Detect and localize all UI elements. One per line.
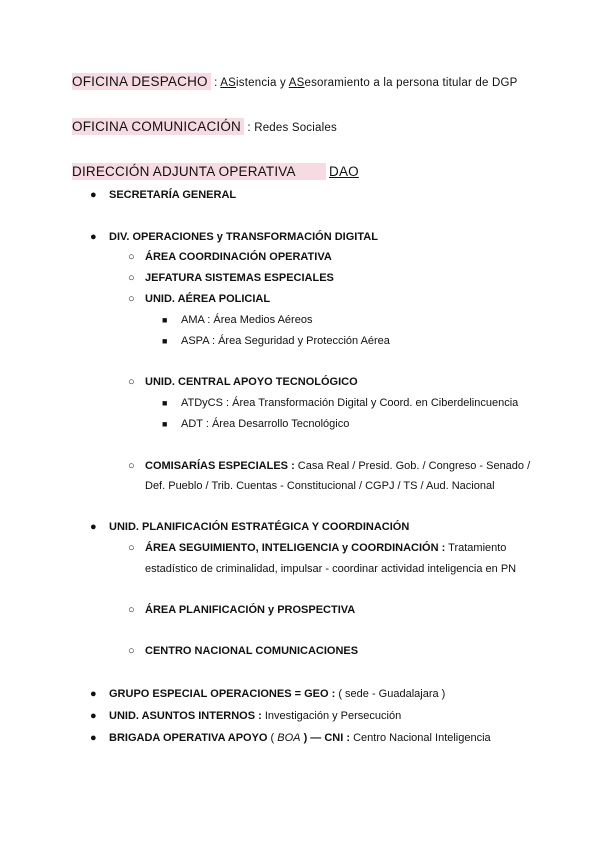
heading-sep: :	[210, 77, 221, 89]
list-item-unid-planificacion: UNID. PLANIFICACIÓN ESTRATÉGICA Y COORDINACIÓN	[109, 521, 410, 533]
brigada-paren-close: ) —	[300, 732, 325, 744]
brigada-label: BRIGADA OPERATIVA APOYO	[109, 732, 268, 744]
cni-label: CNI :	[324, 732, 351, 744]
list-item-aspa: ASPA : Área Seguridad y Protección Aérea	[181, 335, 390, 347]
list-item-ama: AMA : Área Medios Aéreos	[181, 314, 313, 326]
bullet-icon: ■	[162, 336, 168, 346]
list-item-centro-nacional: CENTRO NACIONAL COMUNICACIONES	[145, 645, 359, 657]
bullet-icon: ○	[128, 460, 135, 472]
heading-label: DIRECCIÓN ADJUNTA OPERATIVA	[72, 163, 326, 180]
brigada-abbr: BOA	[277, 732, 301, 744]
heading-label: OFICINA COMUNICACIÓN	[72, 118, 244, 135]
list-item-unid-central: UNID. CENTRAL APOYO TECNOLÓGICO	[145, 376, 358, 388]
bullet-icon: ●	[90, 710, 97, 722]
bullet-icon: ○	[128, 542, 135, 554]
bullet-icon: ○	[128, 604, 135, 616]
heading-direccion-adjunta	[72, 164, 326, 179]
bullet-icon: ●	[90, 732, 97, 744]
list-item-area-coordinacion: ÁREA COORDINACIÓN OPERATIVA	[145, 251, 332, 263]
area-seguimiento-label: ÁREA SEGUIMIENTO, INTELIGENCIA y COORDINACIÓN :	[145, 542, 446, 554]
asuntos-label: UNID. ASUNTOS INTERNOS :	[109, 710, 262, 722]
list-item-atdycs: ATDyCS : Área Transformación Digital y Coord. en Ciberdelincuencia	[181, 397, 519, 409]
list-item-jefatura: JEFATURA SISTEMAS ESPECIALES	[145, 272, 334, 284]
list-item-comisarias	[145, 459, 530, 473]
area-seguimiento-line1: Tratamiento	[445, 542, 507, 554]
heading-abbr-dao: DAO	[329, 164, 359, 179]
bullet-icon: ○	[128, 272, 135, 284]
list-item-geo	[109, 687, 445, 701]
geo-desc: ( sede - Guadalajara )	[335, 688, 446, 700]
list-item-asuntos-internos	[109, 709, 401, 723]
heading-desc: : Redes Sociales	[244, 122, 337, 134]
bullet-icon: ■	[162, 315, 168, 325]
bullet-icon: ●	[90, 688, 97, 700]
asuntos-desc: Investigación y Persecución	[261, 710, 402, 722]
underlined-as: AS	[220, 77, 237, 89]
heading-label: OFICINA DESPACHO	[72, 73, 211, 90]
heading-oficina-comunicacion	[72, 119, 337, 134]
bullet-icon: ○	[128, 376, 135, 388]
bullet-icon: ○	[128, 293, 135, 305]
cni-desc: Centro Nacional Inteligencia	[350, 732, 491, 744]
heading-desc: esoramiento a la persona titular de DGP	[304, 77, 518, 89]
bullet-icon: ○	[128, 645, 135, 657]
list-item-unid-aerea: UNID. AÉREA POLICIAL	[145, 293, 271, 305]
area-seguimiento-line2: estadístico de criminalidad, impulsar - coordinar actividad inteligencia en PN	[145, 563, 517, 575]
heading-oficina-despacho	[72, 74, 518, 89]
list-item-area-seguimiento	[145, 541, 506, 555]
geo-label: GRUPO ESPECIAL OPERACIONES = GEO :	[109, 688, 336, 700]
heading-desc: istencia y	[236, 77, 289, 89]
list-item-div-operaciones: DIV. OPERACIONES y TRANSFORMACIÓN DIGITAL	[109, 231, 378, 243]
bullet-icon: ●	[90, 189, 97, 201]
underlined-as: AS	[288, 77, 305, 89]
brigada-paren-open: (	[267, 732, 278, 744]
bullet-icon: ○	[128, 251, 135, 263]
list-item-area-planificacion: ÁREA PLANIFICACIÓN y PROSPECTIVA	[145, 604, 356, 616]
bullet-icon: ■	[162, 398, 168, 408]
comisarias-line2: Def. Pueblo / Trib. Cuentas - Constitucional / CGPJ / TS / Aud. Nacional	[145, 480, 495, 492]
list-item-brigada	[109, 731, 491, 745]
comisarias-label: COMISARÍAS ESPECIALES :	[145, 460, 295, 472]
list-item-secretaria: SECRETARÍA GENERAL	[109, 189, 237, 201]
bullet-icon: ■	[162, 419, 168, 429]
bullet-icon: ●	[90, 231, 97, 243]
bullet-icon: ●	[90, 521, 97, 533]
list-item-adt: ADT : Área Desarrollo Tecnológico	[181, 418, 350, 430]
comisarias-line1: Casa Real / Presid. Gob. / Congreso - Senado /	[294, 460, 531, 472]
